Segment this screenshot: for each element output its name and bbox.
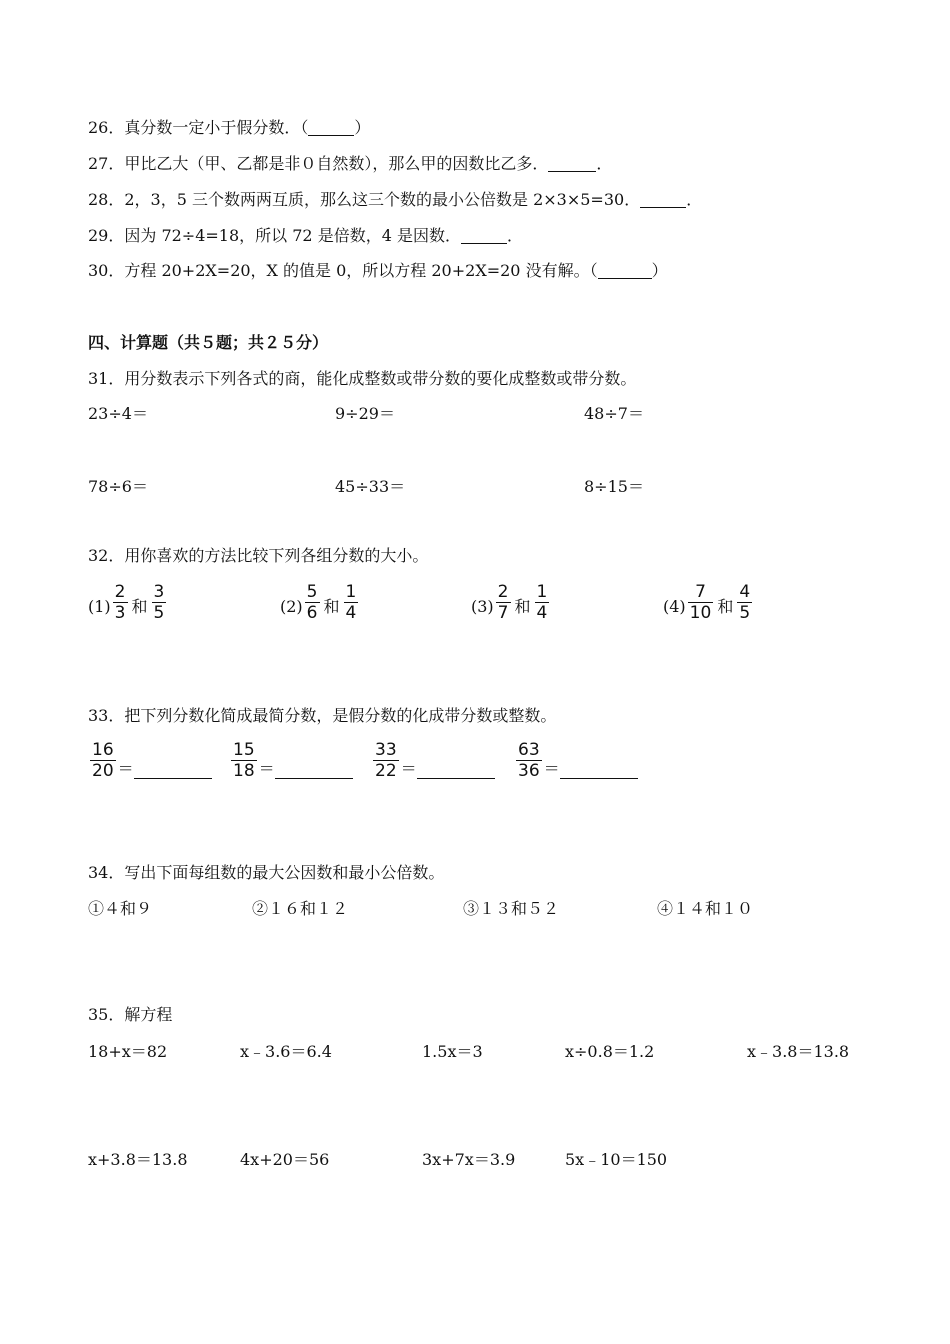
question-32-prompt: 32．用你喜欢的方法比较下列各组分数的大小。 <box>88 546 429 565</box>
equation: 18+x＝82 <box>88 1042 168 1061</box>
simplify-item: $\frac{63}{36}$ ＝ <box>514 740 638 781</box>
division-item: 48÷7＝ <box>584 404 644 423</box>
division-item: 78÷6＝ <box>88 477 148 496</box>
answer-blank[interactable] <box>134 762 212 779</box>
division-item: 9÷29＝ <box>335 404 395 423</box>
fraction: $\frac{63}{36}$ <box>518 740 540 781</box>
section-heading: 四、计算题（共５题；共２５分） <box>88 333 329 352</box>
question-26: 26．真分数一定小于假分数．（ ） <box>88 118 371 137</box>
fraction: $\frac{4}{5}$ <box>739 582 751 623</box>
question-31-prompt: 31．用分数表示下列各式的商，能化成整数或带分数的要化成整数或带分数。 <box>88 369 637 388</box>
simplify-item: $\frac{15}{18}$ ＝ <box>229 740 353 781</box>
question-29: 29．因为 72÷4=18，所以 72 是倍数，4 是因数． ． <box>88 226 523 245</box>
answer-blank[interactable] <box>308 119 354 136</box>
fraction: $\frac{33}{22}$ <box>375 740 397 781</box>
equation: x+3.8＝13.8 <box>88 1150 188 1169</box>
division-item: 23÷4＝ <box>88 404 148 423</box>
fraction: $\frac{1}{4}$ <box>345 582 357 623</box>
answer-blank[interactable] <box>560 762 638 779</box>
equation: 1.5x＝3 <box>422 1042 483 1061</box>
answer-blank[interactable] <box>598 262 652 279</box>
question-28: 28．2，3，5 三个数两两互质，那么这三个数的最小公倍数是 2×3×5=30． ． <box>88 190 703 209</box>
fraction: $\frac{7}{10}$ <box>689 582 712 623</box>
question-35-prompt: 35．解方程 <box>88 1005 173 1024</box>
answer-blank[interactable] <box>275 762 353 779</box>
gcd-lcm-item: ①４和９ <box>88 899 153 918</box>
compare-group-1: (1) $\frac{2}{3}$ 和 $\frac{3}{5}$ <box>88 582 165 623</box>
question-33-prompt: 33．把下列分数化简成最简分数，是假分数的化成带分数或整数。 <box>88 706 557 725</box>
question-30: 30．方程 20+2X=20，X 的值是 0，所以方程 20+2X=20 没有解。（ ） <box>88 261 668 280</box>
compare-group-3: (3) $\frac{2}{7}$ 和 $\frac{1}{4}$ <box>471 582 548 623</box>
equation: 3x+7x＝3.9 <box>422 1150 516 1169</box>
division-item: 8÷15＝ <box>584 477 644 496</box>
division-item: 45÷33＝ <box>335 477 406 496</box>
equation: x﹣3.6＝6.4 <box>240 1042 332 1061</box>
compare-group-2: (2) $\frac{5}{6}$ 和 $\frac{1}{4}$ <box>280 582 357 623</box>
equation: x﹣3.8＝13.8 <box>747 1042 850 1061</box>
question-34-prompt: 34．写出下面每组数的最大公因数和最小公倍数。 <box>88 863 445 882</box>
question-27: 27．甲比乙大（甲、乙都是非０自然数），那么甲的因数比乙多． ． <box>88 154 613 173</box>
fraction: $\frac{3}{5}$ <box>153 582 165 623</box>
compare-group-4: (4) $\frac{7}{10}$ 和 $\frac{4}{5}$ <box>663 582 751 623</box>
equation: x÷0.8＝1.2 <box>565 1042 655 1061</box>
equation: 5x﹣10＝150 <box>565 1150 668 1169</box>
answer-blank[interactable] <box>640 191 686 208</box>
equation: 4x+20＝56 <box>240 1150 330 1169</box>
answer-blank[interactable] <box>461 227 507 244</box>
gcd-lcm-item: ③１３和５２ <box>463 899 560 918</box>
answer-blank[interactable] <box>417 762 495 779</box>
answer-blank[interactable] <box>548 155 596 172</box>
simplify-item: $\frac{16}{20}$ ＝ <box>88 740 212 781</box>
fraction: $\frac{1}{4}$ <box>536 582 548 623</box>
fraction: $\frac{2}{7}$ <box>497 582 509 623</box>
fraction: $\frac{15}{18}$ <box>233 740 255 781</box>
gcd-lcm-item: ④１４和１０ <box>657 899 754 918</box>
simplify-item: $\frac{33}{22}$ ＝ <box>371 740 495 781</box>
fraction: $\frac{5}{6}$ <box>306 582 318 623</box>
fraction: $\frac{16}{20}$ <box>92 740 114 781</box>
gcd-lcm-item: ②１６和１２ <box>252 899 349 918</box>
fraction: $\frac{2}{3}$ <box>114 582 126 623</box>
